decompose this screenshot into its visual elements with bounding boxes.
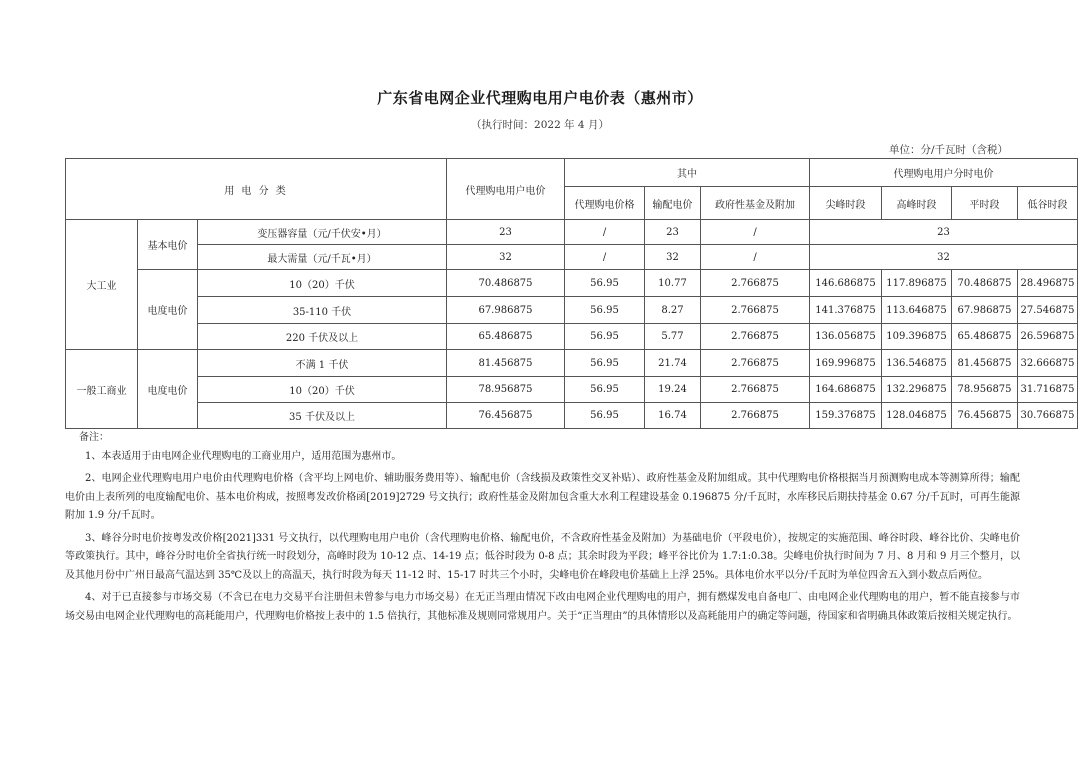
header-flat: 平时段 xyxy=(952,187,1018,220)
cell-agent-price: 56.95 xyxy=(565,403,645,429)
cell-valley: 28.496875 xyxy=(1018,270,1078,297)
row-label: 220 千伏及以上 xyxy=(198,324,447,350)
cell-agent-price: 56.95 xyxy=(565,350,645,377)
cell-valley: 27.546875 xyxy=(1018,297,1078,324)
row-label: 35-110 千伏 xyxy=(198,297,447,324)
cell-peak: 128.046875 xyxy=(882,403,952,429)
cell-fund: 2.766875 xyxy=(701,297,810,324)
cell-user-price: 78.956875 xyxy=(447,377,565,403)
unit-label: 单位：分/千瓦时（含税） xyxy=(888,144,1008,156)
header-fund: 政府性基金及附加 xyxy=(701,187,810,220)
header-among: 其中 xyxy=(565,159,810,187)
cell-peak: 136.546875 xyxy=(882,350,952,377)
cell-agent-price: 56.95 xyxy=(565,270,645,297)
cell-peak-sharp: 164.686875 xyxy=(810,377,882,403)
cell-user-price: 67.986875 xyxy=(447,297,565,324)
cell-flat: 70.486875 xyxy=(952,270,1018,297)
group-large-industry: 大工业 xyxy=(66,220,138,350)
table-row xyxy=(66,220,1078,245)
header-transmission: 输配电价 xyxy=(645,187,701,220)
cell-fund: 2.766875 xyxy=(701,403,810,429)
group-general: 一般工商业 xyxy=(66,350,138,429)
cell-user-price: 76.456875 xyxy=(447,403,565,429)
header-peak: 高峰时段 xyxy=(882,187,952,220)
header-valley: 低谷时段 xyxy=(1018,187,1078,220)
cell-transmission: 10.77 xyxy=(645,270,701,297)
cell-peak: 109.396875 xyxy=(882,324,952,350)
table-row xyxy=(66,297,1078,324)
cell-fund: / xyxy=(701,245,810,270)
table-row xyxy=(66,403,1078,429)
cell-transmission: 19.24 xyxy=(645,377,701,403)
cell-transmission: 8.27 xyxy=(645,297,701,324)
subgroup-energy: 电度电价 xyxy=(138,350,198,429)
cell-agent-price: 56.95 xyxy=(565,377,645,403)
subgroup-energy: 电度电价 xyxy=(138,270,198,350)
cell-agent-price: 56.95 xyxy=(565,324,645,350)
cell-tou-merged: 23 xyxy=(810,220,1078,245)
header-tou-group: 代理购电用户分时电价 xyxy=(810,159,1078,187)
table-header-row xyxy=(66,159,1078,187)
header-agent-price: 代理购电价格 xyxy=(565,187,645,220)
cell-valley: 30.766875 xyxy=(1018,403,1078,429)
table-row xyxy=(66,245,1078,270)
cell-peak-sharp: 136.056875 xyxy=(810,324,882,350)
cell-flat: 67.986875 xyxy=(952,297,1018,324)
cell-flat: 78.956875 xyxy=(952,377,1018,403)
subgroup-basic: 基本电价 xyxy=(138,220,198,270)
cell-valley: 26.596875 xyxy=(1018,324,1078,350)
note-item: 1、本表适用于由电网企业代理购电的工商业用户，适用范围为惠州市。 xyxy=(85,450,402,462)
cell-flat: 81.456875 xyxy=(952,350,1018,377)
notes-section xyxy=(65,429,1020,626)
row-label: 10（20）千伏 xyxy=(198,270,447,297)
cell-transmission: 5.77 xyxy=(645,324,701,350)
cell-peak-sharp: 169.996875 xyxy=(810,350,882,377)
note-item: 3、峰谷分时电价按粤发改价格[2021]331 号文执行，以代理购电用户电价（含代理购电价格、输配电价，不含政府性基金及附加）为基础电价（平段电价），按规定的实施范围、峰谷时段、峰谷比价、尖峰电价等政策执行。其中，峰谷分时电价全省执行统一时段划分，高峰时段为 10-12 点、14-19 点；低谷时段为 0-8 点；其余时段为平段；峰平谷比价为 1.7:1:0.38。尖峰电价执行时间为 7 月、8 月和 9 月三个整月，以及其他月份中广州日最高气温达到 35℃及以上的高温天，执行时段为每天 11-12 时、15-17 时共三个小时，尖峰电价在峰段电价基础上上浮 25%。具体电价水平以分/千瓦时为单位四舍五入到小数点后两位。 xyxy=(65,532,1020,581)
cell-peak-sharp: 159.376875 xyxy=(810,403,882,429)
cell-fund: 2.766875 xyxy=(701,270,810,297)
cell-transmission: 32 xyxy=(645,245,701,270)
row-label: 变压器容量（元/千伏安•月） xyxy=(198,220,447,245)
cell-agent-price: 56.95 xyxy=(565,297,645,324)
cell-transmission: 16.74 xyxy=(645,403,701,429)
cell-valley: 31.716875 xyxy=(1018,377,1078,403)
cell-peak-sharp: 141.376875 xyxy=(810,297,882,324)
document-title: 广东省电网企业代理购电用户电价表（惠州市） xyxy=(377,89,703,107)
note-item: 2、电网企业代理购电用户电价由代理购电价格（含平均上网电价、辅助服务费用等）、输配电价（含线损及政策性交叉补贴）、政府性基金及附加组成。其中代理购电价格根据当月预测购电成本等测算所得；输配电价由上表所列的电度输配电价、基本电价构成，按照粤发改价格函[2019]2729 号文执行；政府性基金及附加包含重大水利工程建设基金 0.196875 分/千瓦时，水库移民后期扶持基金 0.67 分/千瓦时，可再生能源附加 1.9 分/千瓦时。 xyxy=(65,473,1020,521)
cell-fund: 2.766875 xyxy=(701,324,810,350)
cell-fund: 2.766875 xyxy=(701,377,810,403)
cell-tou-merged: 32 xyxy=(810,245,1078,270)
cell-user-price: 65.486875 xyxy=(447,324,565,350)
row-label: 10（20）千伏 xyxy=(198,377,447,403)
cell-agent-price: / xyxy=(565,245,645,270)
cell-peak: 117.896875 xyxy=(882,270,952,297)
cell-transmission: 23 xyxy=(645,220,701,245)
cell-peak-sharp: 146.686875 xyxy=(810,270,882,297)
table-row xyxy=(66,377,1078,403)
cell-user-price: 81.456875 xyxy=(447,350,565,377)
cell-flat: 65.486875 xyxy=(952,324,1018,350)
cell-fund: 2.766875 xyxy=(701,350,810,377)
table-row xyxy=(66,270,1078,297)
cell-peak: 113.646875 xyxy=(882,297,952,324)
cell-valley: 32.666875 xyxy=(1018,350,1078,377)
header-user-price: 代理购电用户电价 xyxy=(447,159,565,220)
table-row xyxy=(66,324,1078,350)
header-category: 用 电 分 类 xyxy=(66,159,447,220)
cell-user-price: 70.486875 xyxy=(447,270,565,297)
header-peak-sharp: 尖峰时段 xyxy=(810,187,882,220)
cell-user-price: 32 xyxy=(447,245,565,270)
row-label: 不满 1 千伏 xyxy=(198,350,447,377)
cell-flat: 76.456875 xyxy=(952,403,1018,429)
table-row xyxy=(66,350,1078,377)
price-table xyxy=(65,158,1078,429)
cell-agent-price: / xyxy=(565,220,645,245)
cell-peak: 132.296875 xyxy=(882,377,952,403)
row-label: 最大需量（元/千瓦•月） xyxy=(198,245,447,270)
cell-user-price: 23 xyxy=(447,220,565,245)
cell-fund: / xyxy=(701,220,810,245)
notes-heading: 备注： xyxy=(79,432,109,443)
row-label: 35 千伏及以上 xyxy=(198,403,447,429)
document-subtitle: （执行时间：2022 年 4 月） xyxy=(471,119,609,131)
cell-transmission: 21.74 xyxy=(645,350,701,377)
note-item: 4、对于已直接参与市场交易（不含已在电力交易平台注册但未曾参与电力市场交易）在无正当理由情况下改由电网企业代理购电的用户，拥有燃煤发电自备电厂、由电网企业代理购电的用户，暂不能直接参与市场交易由电网企业代理购电的高耗能用户，代理购电价格按上表中的 1.5 倍执行，其他标准及规则同常规用户。关于“正当理由”的具体情形以及高耗能用户的确定等问题，待国家和省明确具体政策后按相关规定执行。 xyxy=(65,592,1020,622)
